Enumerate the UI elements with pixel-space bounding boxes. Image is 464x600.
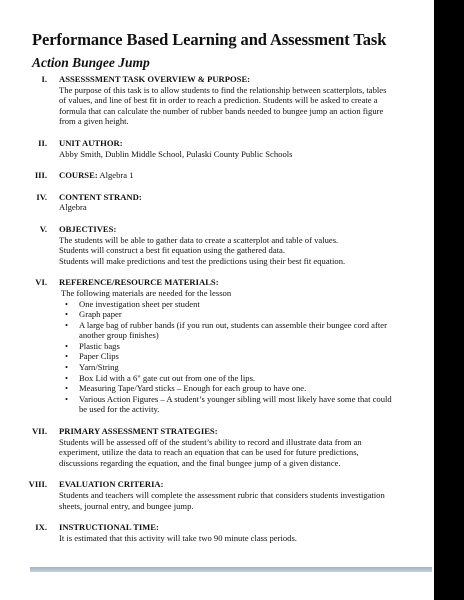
- bullet-icon: •: [65, 393, 69, 404]
- bullet-icon: •: [65, 362, 69, 373]
- section-materials: [0, 277, 434, 415]
- section-evaluation-criteria: [0, 479, 434, 511]
- list-item: • Graph paper: [65, 309, 122, 320]
- section-instructional-time: [0, 522, 434, 543]
- page-bottom-strip: [0, 565, 434, 600]
- list-item: • Various Action Figures – A student’s younger sibling will most likely have some that could be used for the activity.: [65, 393, 392, 415]
- objective-line: Students will make predictions and test the predictions using their best fit equation.: [59, 255, 346, 266]
- bullet-icon: •: [65, 319, 69, 330]
- section-assessment-strategies: [0, 426, 434, 468]
- materials-list: [59, 299, 395, 416]
- course-value: Algebra 1: [99, 170, 134, 181]
- section-text: Students will be assessed off of the student’s ability to record and illustrate data from an experiment, utilize the data to reach an equation that can be used for future predictions, discussions regarding the equation, and the final bungee jump of a given distance.: [59, 436, 362, 468]
- section-unit-author: [0, 138, 434, 159]
- bullet-icon: •: [65, 372, 69, 383]
- bullet-icon: •: [65, 309, 69, 320]
- section-heading: EVALUATION CRITERIA:: [59, 479, 164, 490]
- section-number: V.: [39, 223, 47, 234]
- section-objectives: [0, 224, 434, 266]
- section-heading: UNIT AUTHOR:: [59, 137, 123, 148]
- section-text: Algebra: [59, 202, 87, 213]
- section-heading: ASSESSSMENT TASK OVERVIEW & PURPOSE:: [59, 74, 251, 84]
- list-item: • Paper Clips: [65, 351, 119, 362]
- section-text: It is estimated that this activity will take two 90 minute class periods.: [59, 532, 297, 543]
- bullet-icon: •: [65, 298, 69, 309]
- section-number: II.: [38, 137, 47, 148]
- section-text: Students and teachers will complete the assessment rubric that considers students investigation sheets, journal entry, and bungee jump.: [59, 490, 385, 511]
- section-course: [0, 170, 434, 181]
- bullet-icon: •: [65, 383, 69, 394]
- materials-intro: The following materials are needed for the lesson: [61, 287, 232, 298]
- document-subtitle: Action Bungee Jump: [32, 55, 150, 70]
- section-text: Abby Smith, Dublin Middle School, Pulaski County Public Schools: [59, 148, 293, 159]
- section-number: VII.: [31, 426, 47, 437]
- footer-rule: [30, 567, 432, 572]
- list-item: • Measuring Tape/Yard sticks – Enough for each group to have one.: [65, 383, 307, 394]
- objective-line: The students will be able to gather data to create a scatterplot and table of values.: [59, 234, 339, 245]
- task-sections: [0, 74, 434, 543]
- section-heading: INSTRUCTIONAL TIME:: [59, 522, 159, 533]
- section-heading: PRIMARY ASSESSMENT STRATEGIES:: [59, 426, 218, 437]
- section-text: The purpose of this task is to allow students to find the relationship between scatterplots, tables of values, and line of best fit in order to reach a prediction. Students will be asked to create a formula that can calculate the number of rubber bands needed to bungee jump an action figure from a given height.: [59, 84, 387, 127]
- section-heading: OBJECTIVES:: [59, 223, 117, 234]
- list-item: • Plastic bags: [65, 340, 120, 351]
- list-item: • Yarn/String: [65, 362, 119, 373]
- section-number: VI.: [35, 277, 47, 288]
- section-heading: COURSE:: [59, 170, 98, 181]
- section-number: I.: [41, 74, 47, 84]
- list-item: • Box Lid with a 6" gate cut out from one of the lips.: [65, 372, 256, 383]
- section-overview: [0, 74, 434, 127]
- section-number: VIII.: [28, 479, 47, 490]
- list-item: • One investigation sheet per student: [65, 298, 200, 309]
- list-item: • A large bag of rubber bands (if you run out, students can assemble their bungee cord after another group finishes): [65, 319, 387, 341]
- section-number: IV.: [36, 191, 47, 202]
- section-number: IX.: [35, 522, 47, 533]
- bullet-icon: •: [65, 351, 69, 362]
- section-heading: CONTENT STRAND:: [59, 191, 142, 202]
- section-number: III.: [34, 170, 47, 181]
- section-content-strand: [0, 192, 434, 213]
- page-title: Performance Based Learning and Assessment Task: [32, 30, 387, 49]
- bullet-icon: •: [65, 340, 69, 351]
- section-heading: REFERENCE/RESOURCE MATERIALS:: [59, 277, 219, 288]
- objective-line: Students will construct a best fit equation using the gathered data.: [59, 245, 286, 256]
